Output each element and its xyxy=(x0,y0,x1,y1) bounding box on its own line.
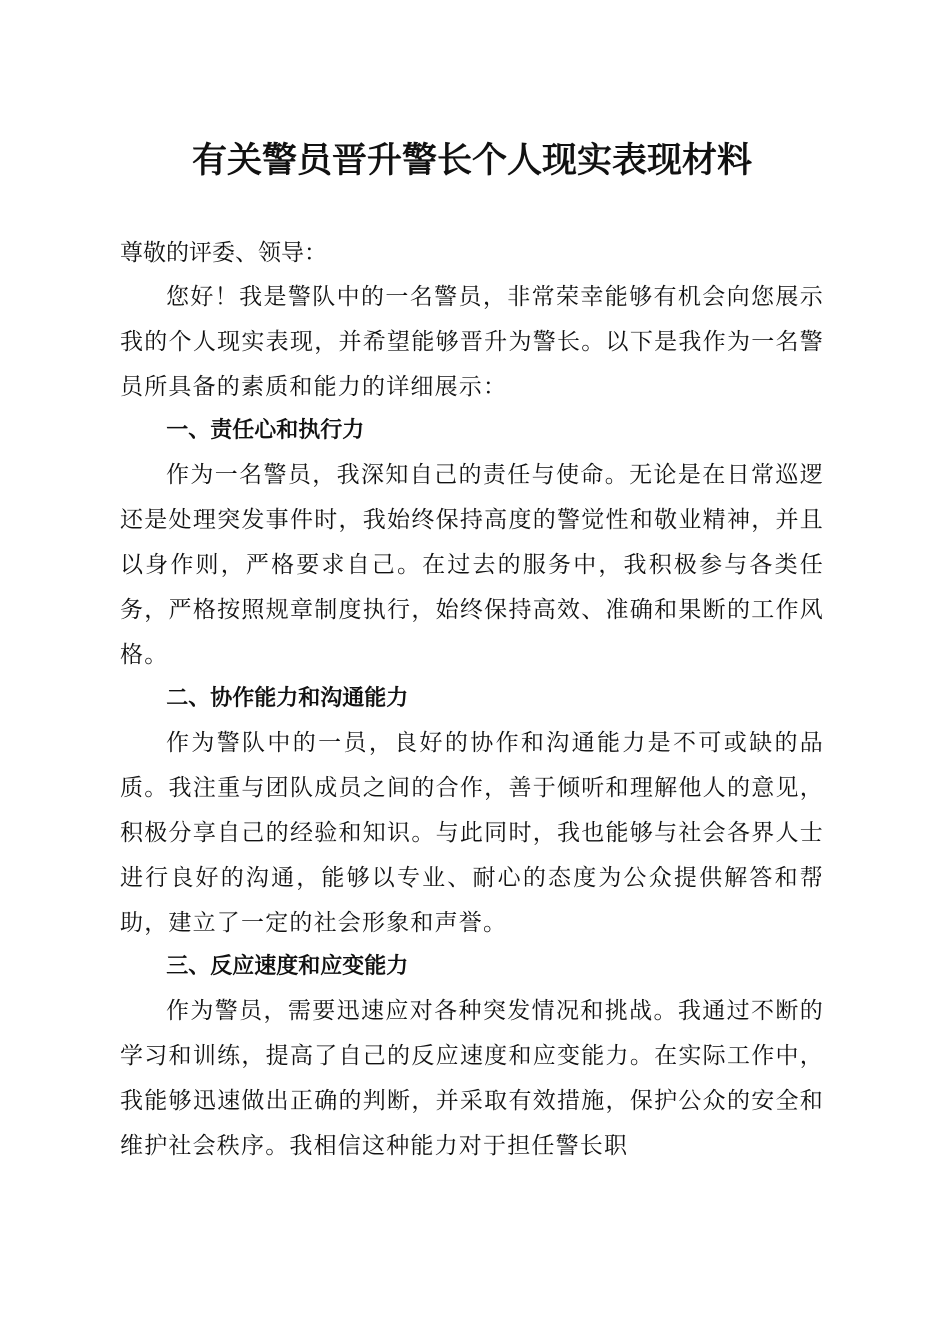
intro-paragraph: 您好！我是警队中的一名警员，非常荣幸能够有机会向您展示我的个人现实表现，并希望能够晋升为警长。以下是我作为一名警员所具备的素质和能力的详细展示： xyxy=(120,284,824,400)
section-cooperation xyxy=(120,677,824,945)
document-page xyxy=(120,136,824,1169)
section-responsibility xyxy=(120,409,824,677)
section-heading: 一、责任心和执行力 xyxy=(166,418,365,444)
section-body: 作为警员，需要迅速应对各种突发情况和挑战。我通过不断的学习和训练，提高了自己的反应速度和应变能力。在实际工作中，我能够迅速做出正确的判断，并采取有效措施，保护公众的安全和维护社会秩序。我相信这种能力对于担任警长职 xyxy=(120,998,824,1159)
section-reaction xyxy=(120,945,824,1168)
section-heading: 三、反应速度和应变能力 xyxy=(166,954,409,980)
section-heading: 二、协作能力和沟通能力 xyxy=(166,686,409,712)
section-body: 作为一名警员，我深知自己的责任与使命。无论是在日常巡逻还是处理突发事件时，我始终保持高度的警觉性和敬业精神，并且以身作则，严格要求自己。在过去的服务中，我积极参与各类任务，严格按照规章制度执行，始终保持高效、准确和果断的工作风格。 xyxy=(120,462,824,668)
salutation: 尊敬的评委、领导： xyxy=(120,240,327,266)
document-title: 有关警员晋升警长个人现实表现材料 xyxy=(191,140,752,181)
section-body: 作为警队中的一员，良好的协作和沟通能力是不可或缺的品质。我注重与团队成员之间的合作，善于倾听和理解他人的意见，积极分享自己的经验和知识。与此同时，我也能够与社会各界人士进行良好的沟通，能够以专业、耐心的态度为公众提供解答和帮助，建立了一定的社会形象和声誉。 xyxy=(120,730,824,936)
